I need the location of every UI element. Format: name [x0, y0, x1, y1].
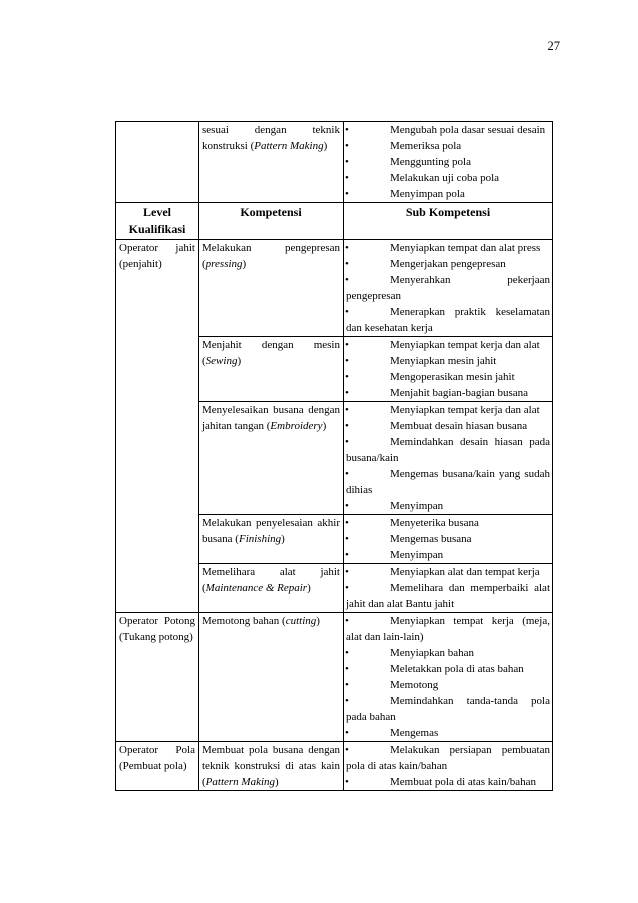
- sub-kompetensi-item: [346, 337, 550, 353]
- bullet-icon: •: [345, 140, 349, 152]
- sub-kompetensi-item: [346, 434, 550, 466]
- kompetensi-italic-term: Pattern Making: [205, 776, 276, 788]
- kompetensi-cell: [199, 402, 344, 515]
- sub-kompetensi-text: Memotong: [390, 679, 439, 691]
- bullet-icon: •: [345, 306, 349, 318]
- bullet-icon: •: [345, 582, 349, 594]
- sub-kompetensi-item: [346, 272, 550, 304]
- sub-kompetensi-text: Memelihara dan memperbaiki alat jahit dan alat Bantu jahit: [346, 582, 550, 610]
- sub-kompetensi-item: [346, 418, 550, 434]
- bullet-icon: •: [345, 371, 349, 383]
- sub-kompetensi-item: [346, 580, 550, 612]
- kompetensi-cell: [199, 742, 344, 791]
- sub-kompetensi-text: Memeriksa pola: [390, 140, 462, 152]
- kompetensi-italic-term: cutting: [285, 615, 317, 627]
- kompetensi-text: Melakukan pengepresan (pressing): [202, 242, 340, 270]
- sub-kompetensi-text: Menyimpan: [390, 500, 444, 512]
- table-row: [116, 122, 553, 203]
- sub-kompetensi-item: [346, 138, 550, 154]
- table-row: [116, 613, 553, 742]
- sub-kompetensi-text: Memindahkan tanda-tanda pola pada bahan: [346, 695, 550, 723]
- sub-kompetensi-item: [346, 466, 550, 498]
- kompetensi-text: sesuai dengan teknik konstruksi (Pattern Making): [202, 124, 340, 152]
- sub-kompetensi-item: [346, 515, 550, 531]
- sub-kompetensi-text: Menjahit bagian-bagian busana: [390, 387, 529, 399]
- sub-kompetensi-item: [346, 531, 550, 547]
- kompetensi-italic-term: Pattern Making: [254, 140, 324, 152]
- kompetensi-cell: [199, 515, 344, 564]
- kompetensi-text: Menyelesaikan busana dengan jahitan tangan (Embroidery): [202, 404, 340, 432]
- bullet-icon: •: [345, 776, 349, 788]
- bullet-icon: •: [345, 517, 349, 529]
- table-row: [116, 240, 553, 337]
- competency-table: [115, 121, 553, 791]
- sub-kompetensi-text: Menyiapkan tempat kerja (meja, alat dan lain-lain): [346, 615, 550, 643]
- sub-kompetensi-text: Menyiapkan tempat kerja dan alat: [390, 339, 540, 351]
- sub-kompetensi-list: [346, 613, 550, 741]
- bullet-icon: •: [345, 647, 349, 659]
- sub-kompetensi-item: [346, 304, 550, 336]
- sub-kompetensi-text: Menerapkan praktik keselamatan dan kesehatan kerja: [346, 306, 550, 334]
- sub-kompetensi-cell: [344, 337, 553, 402]
- bullet-icon: •: [345, 549, 349, 561]
- sub-kompetensi-list: [346, 742, 550, 790]
- bullet-icon: •: [345, 172, 349, 184]
- bullet-icon: •: [345, 355, 349, 367]
- bullet-icon: •: [345, 188, 349, 200]
- sub-kompetensi-text: Menyimpan pola: [390, 188, 465, 200]
- sub-kompetensi-item: [346, 402, 550, 418]
- sub-kompetensi-text: Mengerjakan pengepresan: [390, 258, 506, 270]
- sub-kompetensi-text: Menyiapkan tempat kerja dan alat: [390, 404, 540, 416]
- sub-kompetensi-cell: [344, 564, 553, 613]
- kompetensi-italic-term: Sewing: [205, 355, 238, 367]
- bullet-icon: •: [345, 156, 349, 168]
- sub-kompetensi-list: [346, 564, 550, 612]
- kompetensi-cell: [199, 240, 344, 337]
- kompetensi-italic-term: Maintenance & Repair: [205, 582, 308, 594]
- sub-kompetensi-item: [346, 240, 550, 256]
- sub-kompetensi-item: [346, 256, 550, 272]
- bullet-icon: •: [345, 566, 349, 578]
- sub-kompetensi-item: [346, 742, 550, 774]
- sub-kompetensi-text: Mengubah pola dasar sesuai desain: [390, 124, 546, 136]
- sub-kompetensi-text: Meletakkan pola di atas bahan: [390, 663, 524, 675]
- bullet-icon: •: [345, 468, 349, 480]
- header-level: Level Kualifikasi: [116, 203, 199, 240]
- sub-kompetensi-item: [346, 677, 550, 693]
- kompetensi-text: Memotong bahan (cutting): [202, 615, 320, 627]
- bullet-icon: •: [345, 679, 349, 691]
- sub-kompetensi-item: [346, 385, 550, 401]
- sub-kompetensi-item: [346, 693, 550, 725]
- bullet-icon: •: [345, 339, 349, 351]
- sub-kompetensi-text: Menyerahkan pekerjaan pengepresan: [346, 274, 550, 302]
- bullet-icon: •: [345, 500, 349, 512]
- sub-kompetensi-item: [346, 186, 550, 202]
- bullet-icon: •: [345, 124, 349, 136]
- sub-kompetensi-text: Memindahkan desain hiasan pada busana/kain: [346, 436, 550, 464]
- sub-kompetensi-text: Membuat desain hiasan busana: [390, 420, 528, 432]
- sub-kompetensi-text: Menyiapkan alat dan tempat kerja: [390, 566, 540, 578]
- sub-kompetensi-text: Mengoperasikan mesin jahit: [390, 371, 515, 383]
- sub-kompetensi-text: Membuat pola di atas kain/bahan: [390, 776, 537, 788]
- table-row: [116, 742, 553, 791]
- bullet-icon: •: [345, 242, 349, 254]
- bullet-icon: •: [345, 744, 349, 756]
- sub-kompetensi-item: [346, 353, 550, 369]
- sub-kompetensi-list: [346, 515, 550, 563]
- bullet-icon: •: [345, 404, 349, 416]
- kompetensi-cell: [199, 337, 344, 402]
- kompetensi-cell: [199, 564, 344, 613]
- sub-kompetensi-text: Menyiapkan tempat dan alat press: [390, 242, 541, 254]
- sub-kompetensi-list: [346, 402, 550, 514]
- bullet-icon: •: [345, 533, 349, 545]
- kompetensi-italic-term: Embroidery: [270, 420, 323, 432]
- sub-kompetensi-item: [346, 774, 550, 790]
- sub-kompetensi-list: [346, 240, 550, 336]
- sub-kompetensi-text: Menggunting pola: [390, 156, 471, 168]
- sub-kompetensi-text: Melakukan uji coba pola: [390, 172, 500, 184]
- bullet-icon: •: [345, 695, 349, 707]
- sub-kompetensi-list: [346, 337, 550, 401]
- sub-kompetensi-item: [346, 154, 550, 170]
- sub-kompetensi-cell: [344, 613, 553, 742]
- sub-kompetensi-cell: [344, 402, 553, 515]
- kompetensi-cell: [199, 122, 344, 203]
- bullet-icon: •: [345, 274, 349, 286]
- sub-kompetensi-text: Mengemas busana: [390, 533, 472, 545]
- header-row: [116, 203, 553, 240]
- level-cell: Operator jahit (penjahit): [116, 240, 199, 613]
- sub-kompetensi-item: [346, 122, 550, 138]
- kompetensi-italic-term: pressing: [205, 258, 243, 270]
- bullet-icon: •: [345, 727, 349, 739]
- level-cell: Operator Potong (Tukang potong): [116, 613, 199, 742]
- sub-kompetensi-item: [346, 564, 550, 580]
- sub-kompetensi-text: Mengemas busana/kain yang sudah dihias: [346, 468, 550, 496]
- bullet-icon: •: [345, 258, 349, 270]
- sub-kompetensi-cell: [344, 742, 553, 791]
- kompetensi-italic-term: Finishing: [238, 533, 282, 545]
- sub-kompetensi-item: [346, 613, 550, 645]
- sub-kompetensi-item: [346, 369, 550, 385]
- bullet-icon: •: [345, 420, 349, 432]
- sub-kompetensi-text: Menyimpan: [390, 549, 444, 561]
- sub-kompetensi-item: [346, 547, 550, 563]
- kompetensi-cell: [199, 613, 344, 742]
- kompetensi-text: Menjahit dengan mesin (Sewing): [202, 339, 340, 367]
- bullet-icon: •: [345, 387, 349, 399]
- bullet-icon: •: [345, 663, 349, 675]
- sub-kompetensi-cell: [344, 122, 553, 203]
- bullet-icon: •: [345, 436, 349, 448]
- sub-kompetensi-item: [346, 498, 550, 514]
- kompetensi-text: Melakukan penyelesaian akhir busana (Finishing): [202, 517, 340, 545]
- sub-kompetensi-text: Menyiapkan bahan: [390, 647, 474, 659]
- sub-kompetensi-list: [346, 122, 550, 202]
- level-cell-empty: [116, 122, 199, 203]
- sub-kompetensi-text: Menyiapkan mesin jahit: [390, 355, 497, 367]
- bullet-icon: •: [345, 615, 349, 627]
- sub-kompetensi-text: Mengemas: [390, 727, 439, 739]
- kompetensi-text: Membuat pola busana dengan teknik konstruksi di atas kain (Pattern Making): [202, 744, 340, 788]
- kompetensi-text: Memelihara alat jahit (Maintenance & Repair): [202, 566, 340, 594]
- sub-kompetensi-cell: [344, 240, 553, 337]
- sub-kompetensi-cell: [344, 515, 553, 564]
- sub-kompetensi-item: [346, 170, 550, 186]
- sub-kompetensi-item: [346, 725, 550, 741]
- header-sub-kompetensi: Sub Kompetensi: [344, 203, 553, 240]
- sub-kompetensi-item: [346, 645, 550, 661]
- sub-kompetensi-text: Menyeterika busana: [390, 517, 479, 529]
- page-number: 27: [547, 39, 560, 53]
- header-kompetensi: Kompetensi: [199, 203, 344, 240]
- sub-kompetensi-item: [346, 661, 550, 677]
- sub-kompetensi-text: Melakukan persiapan pembuatan pola di atas kain/bahan: [346, 744, 550, 772]
- level-cell: Operator Pola (Pembuat pola): [116, 742, 199, 791]
